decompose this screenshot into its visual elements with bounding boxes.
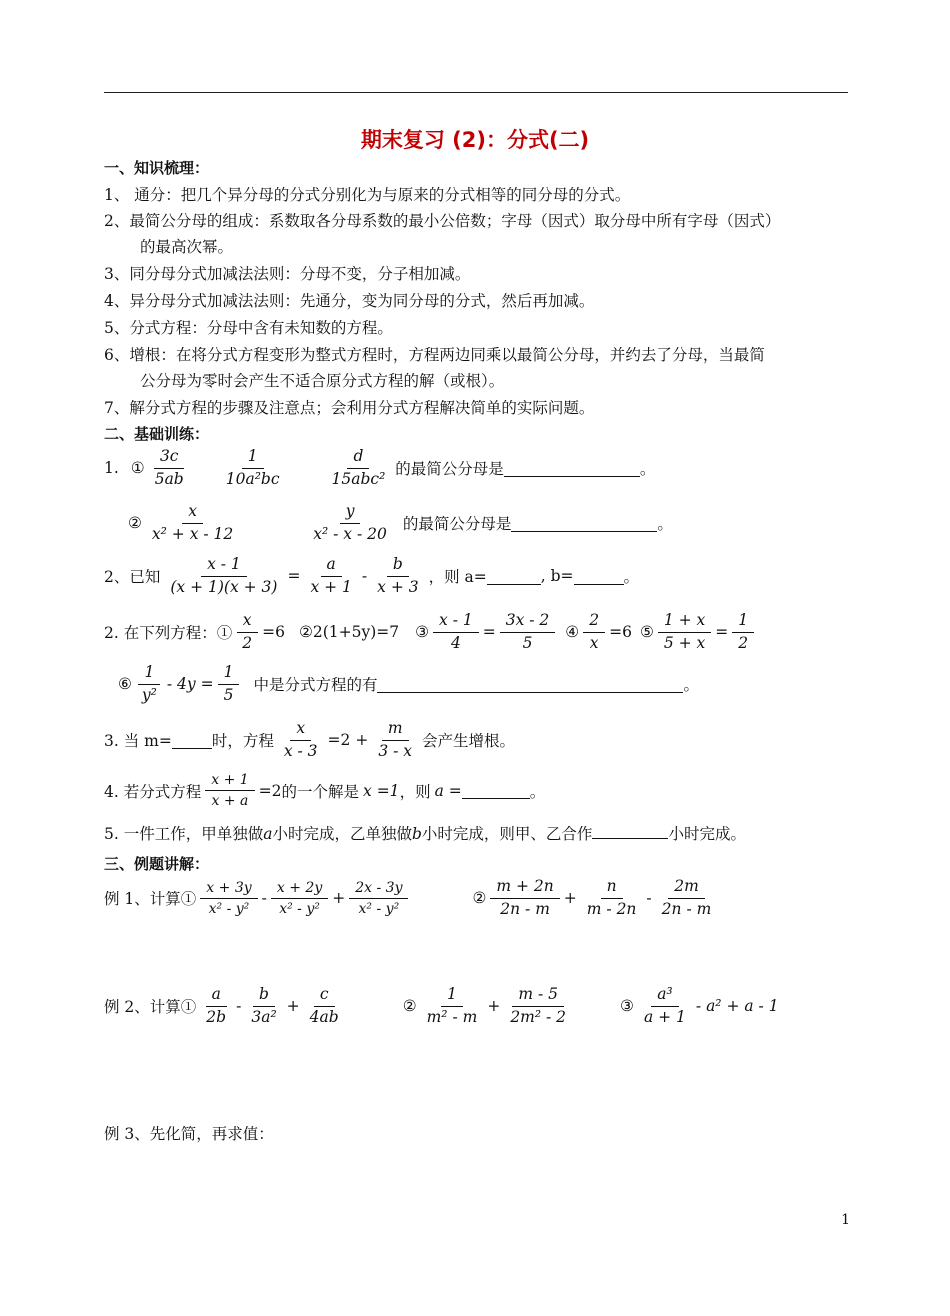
denominator: 2m² - 2	[510, 1007, 567, 1026]
question-text: 的最简公分母是	[402, 515, 512, 534]
punctuation: 。	[529, 782, 546, 801]
question-text: 小时完成，则甲、乙合作	[421, 825, 593, 843]
operator: -	[236, 997, 242, 1016]
circle-number: ②	[472, 889, 487, 908]
denominator: 2n - m	[661, 899, 712, 918]
denominator: y²	[141, 685, 157, 704]
numerator: 2	[583, 612, 605, 633]
punctuation: 。	[623, 568, 640, 587]
answer-blank[interactable]	[592, 822, 668, 839]
numerator: 1	[732, 612, 754, 633]
fraction	[638, 986, 692, 1027]
operator: +	[487, 997, 501, 1016]
example-label: 例 1、计算①	[104, 890, 197, 909]
numerator: x	[290, 720, 311, 741]
circle-number: ②	[128, 514, 142, 533]
fraction	[656, 878, 718, 919]
numerator: 3c	[154, 448, 185, 469]
numerator: d	[347, 448, 369, 469]
denominator: m² - m	[426, 1007, 478, 1026]
denominator: x + 1	[310, 577, 352, 596]
circle-number: ②	[402, 997, 417, 1016]
numerator: 1	[441, 986, 463, 1007]
numerator: b	[253, 986, 275, 1007]
operator: +	[563, 889, 577, 908]
denominator: 15abc²	[331, 469, 386, 488]
circle-number: ③	[415, 623, 430, 642]
operator: =	[287, 567, 301, 586]
denominator: 5ab	[154, 469, 184, 488]
fraction	[583, 612, 605, 653]
fraction	[581, 878, 643, 919]
fraction	[304, 556, 357, 597]
denominator: x² - y²	[279, 900, 320, 917]
fraction	[372, 720, 418, 761]
numerator: x - 1	[201, 556, 247, 577]
question-6	[104, 822, 746, 844]
fraction	[421, 986, 484, 1027]
page-title: 期末复习 (2)：分式(二)	[360, 128, 590, 152]
question-text: 时，方程	[211, 732, 274, 751]
fraction	[149, 448, 190, 489]
operator: -	[361, 567, 368, 586]
numerator: 1 + x	[658, 612, 711, 633]
page-number: 1	[841, 1212, 850, 1228]
answer-blank[interactable]	[377, 676, 683, 693]
numerator: x	[237, 612, 258, 633]
denominator: m - 2n	[586, 899, 637, 918]
fraction	[271, 880, 328, 917]
question-text: ，则 a=	[428, 568, 487, 587]
operator: -	[646, 889, 652, 908]
fraction	[326, 448, 392, 489]
fraction	[504, 986, 572, 1027]
numerator: n	[601, 878, 623, 899]
punctuation: 。	[657, 515, 673, 534]
numerator: x + 1	[205, 772, 254, 791]
numerator: x + 3y	[200, 880, 257, 899]
fraction	[164, 556, 283, 597]
fraction	[732, 612, 754, 653]
fraction	[245, 986, 282, 1027]
section-heading-examples: 三、例题讲解：	[104, 855, 210, 873]
fraction	[200, 880, 257, 917]
denominator: 3 - x	[378, 741, 413, 760]
knowledge-item-6: 6、增根：在将分式方程变形为整式方程时，方程两边同乘以最简公分母，并约去了分母，当最简	[104, 346, 765, 364]
answer-blank-b[interactable]	[574, 568, 624, 585]
fraction	[205, 772, 254, 809]
denominator: x	[589, 633, 599, 652]
equation-text: =6	[262, 623, 285, 642]
header-rule	[104, 92, 848, 93]
equation-text: - 4y =	[166, 675, 214, 694]
question-text: 中是分式方程的有	[253, 676, 378, 695]
numerator: 3x - 2	[500, 612, 556, 633]
question-text: 小时完成。	[668, 825, 746, 843]
equation-text: =2 +	[327, 731, 369, 750]
numerator: 1	[218, 664, 240, 685]
question-text: 3. 当 m=	[104, 732, 172, 751]
denominator: 2b	[206, 1007, 227, 1026]
circle-number: ①	[130, 459, 145, 478]
denominator: x + a	[211, 793, 249, 810]
fraction	[218, 664, 240, 705]
fraction	[200, 986, 232, 1027]
variable-b: b	[411, 825, 422, 843]
knowledge-item-3: 3、同分母分式加减法法则：分母不变，分子相加减。	[104, 265, 471, 283]
numerator: 2m	[668, 878, 705, 899]
equation-text: =6	[609, 623, 632, 642]
denominator: 5 + x	[663, 633, 706, 652]
question-4	[104, 720, 515, 761]
question-2	[104, 556, 639, 597]
question-text: 的最简公分母是	[395, 460, 504, 479]
question-text: , b=	[540, 567, 574, 586]
question-text: 的一个解是	[281, 782, 360, 801]
numerator: 1	[242, 448, 264, 469]
operator: -	[261, 889, 267, 908]
numerator: m + 2n	[490, 878, 559, 899]
denominator: x - 3	[283, 741, 318, 760]
denominator: x² - y²	[208, 900, 250, 917]
question-text: 小时完成，乙单独做	[272, 825, 412, 843]
circle-number: ④	[565, 623, 580, 642]
denominator: x² + x - 12	[151, 524, 234, 543]
knowledge-item-2-cont: 的最高次幂。	[140, 238, 234, 256]
punctuation: 。	[683, 676, 699, 695]
circle-number: ⑤	[639, 623, 654, 642]
question-1-part-2	[128, 503, 673, 544]
numerator: b	[387, 556, 409, 577]
question-3-part-1	[104, 612, 758, 653]
denominator: x + 3	[377, 577, 419, 596]
numerator: x	[182, 503, 203, 524]
numerator: m	[382, 720, 409, 741]
expression-text: - a² + a - 1	[695, 997, 779, 1016]
fraction	[304, 986, 345, 1027]
circle-number: ③	[620, 997, 634, 1016]
numerator: c	[314, 986, 335, 1007]
answer-blank[interactable]	[172, 732, 212, 749]
denominator: 4ab	[309, 1007, 339, 1026]
question-3-part-2	[118, 664, 699, 705]
knowledge-item-7: 7、解分式方程的步骤及注意点；会利用分式方程解决简单的实际问题。	[104, 399, 595, 417]
equation-text: ②2(1+5y)=7	[298, 623, 400, 642]
question-1-part-1	[104, 448, 655, 489]
question-text: 5. 一件工作，甲单独做	[104, 825, 264, 843]
fraction	[490, 878, 559, 919]
equation-text: =2	[258, 781, 282, 800]
denominator: 2	[242, 633, 253, 652]
knowledge-item-2: 2、最简公分母的组成：系数取各分母系数的最小公倍数；字母（因式）取分母中所有字母（因式）	[104, 212, 781, 230]
variable-a: a	[263, 825, 273, 843]
fraction	[658, 612, 711, 653]
section-heading-knowledge: 一、知识梳理：	[104, 159, 210, 177]
denominator: 5	[522, 633, 533, 652]
example-3: 例 3、先化简，再求值：	[104, 1125, 274, 1143]
denominator: x² - x - 20	[313, 524, 387, 543]
numerator: m - 5	[512, 986, 564, 1007]
numerator: 1	[138, 664, 160, 685]
denominator: (x + 1)(x + 3)	[170, 577, 278, 596]
fraction	[146, 503, 239, 544]
question-text: 2. 在下列方程：①	[104, 624, 233, 643]
denominator: x² - y²	[358, 900, 400, 917]
operator: +	[332, 889, 346, 908]
example-1	[104, 878, 721, 919]
denominator: 10a²bc	[225, 469, 280, 488]
question-text: ，则	[399, 782, 431, 801]
section-heading-basic-training: 二、基础训练：	[104, 425, 210, 443]
operator: +	[286, 997, 300, 1016]
denominator: 2n - m	[500, 899, 550, 918]
question-text: 2、已知	[104, 568, 161, 587]
denominator: 5	[223, 685, 234, 704]
numerator: a³	[651, 986, 678, 1007]
answer-blank[interactable]	[504, 460, 640, 477]
answer-blank[interactable]	[462, 782, 530, 799]
numerator: x + 2y	[271, 880, 328, 899]
question-number: 1.	[104, 459, 119, 478]
answer-blank[interactable]	[511, 515, 657, 532]
fraction	[500, 612, 556, 653]
question-text: 4. 若分式方程	[104, 782, 202, 801]
knowledge-item-1: 1、 通分：把几个异分母的分式分别化为与原来的分式相等的同分母的分式。	[104, 186, 631, 204]
solution-text: x =1	[363, 781, 400, 800]
example-2	[104, 986, 779, 1027]
numerator: y	[340, 503, 361, 524]
fraction	[136, 664, 163, 705]
punctuation: 。	[639, 460, 656, 479]
denominator: 3a²	[251, 1007, 277, 1026]
fraction	[220, 448, 286, 489]
denominator: 4	[450, 633, 461, 652]
numerator: x - 1	[433, 612, 479, 633]
variable-text: a =	[434, 781, 462, 800]
circle-number: ⑥	[118, 675, 132, 694]
question-5	[104, 772, 545, 809]
example-label: 例 2、计算①	[104, 998, 197, 1017]
answer-blank-a[interactable]	[487, 568, 541, 585]
operator: =	[482, 623, 496, 642]
operator: =	[715, 623, 729, 642]
denominator: a + 1	[643, 1007, 686, 1026]
fraction	[236, 612, 258, 653]
fraction	[433, 612, 479, 653]
numerator: a	[206, 986, 227, 1007]
fraction	[307, 503, 393, 544]
numerator: a	[321, 556, 342, 577]
fraction	[371, 556, 424, 597]
fraction	[278, 720, 324, 761]
fraction	[349, 880, 408, 917]
denominator: 2	[738, 633, 749, 652]
question-text: 会产生增根。	[422, 732, 516, 751]
knowledge-item-6-cont: 公分母为零时会产生不适合原分式方程的解（或根）。	[140, 372, 505, 390]
knowledge-item-5: 5、分式方程：分母中含有未知数的方程。	[104, 319, 393, 337]
knowledge-item-4: 4、异分母分式加减法法则：先通分，变为同分母的分式，然后再加减。	[104, 292, 595, 310]
numerator: 2x - 3y	[349, 880, 408, 899]
